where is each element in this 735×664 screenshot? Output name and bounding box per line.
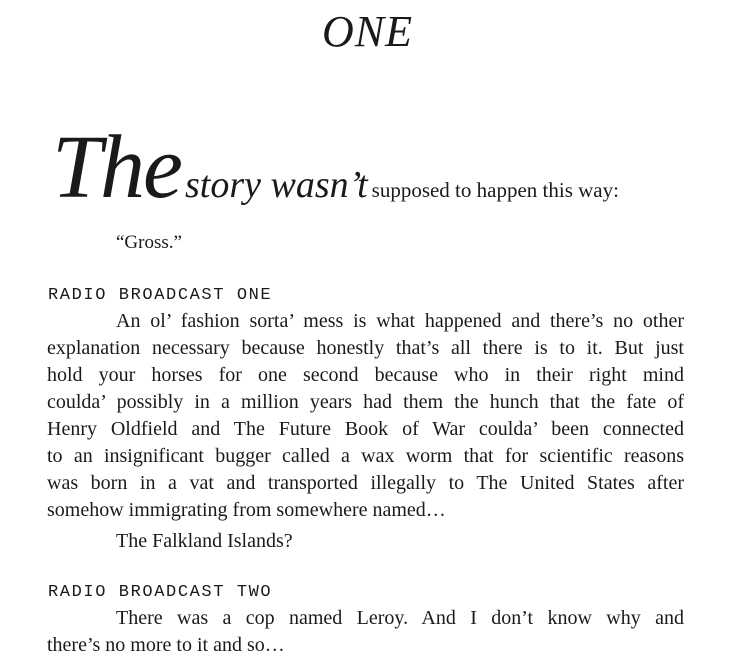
paragraph-line: coulda’ possibly in a million years had them the hunch that the fate of [47, 391, 684, 413]
opening-emphasis: story wasn’t [185, 164, 368, 206]
paragraph-line: explanation necessary because honestly that’s all there is to it. But just [47, 337, 684, 359]
paragraph-line: An ol’ fashion sorta’ mess is what happened and there’s no other [116, 310, 684, 332]
opening-rest: supposed to happen this way: [371, 178, 619, 202]
paragraph-line: hold your horses for one second because who in their right mind [47, 364, 684, 386]
broadcast-one-heading: RADIO BROADCAST ONE [48, 286, 273, 305]
dialogue-gross: “Gross.” [116, 232, 182, 253]
paragraph-line: to an insignificant bugger called a wax worm that for scientific reasons [47, 445, 684, 467]
opening-line [52, 118, 619, 218]
paragraph-line: Henry Oldfield and The Future Book of War coulda’ been connected [47, 418, 684, 440]
chapter-title: ONE [322, 7, 413, 56]
broadcast-one-paragraph [47, 308, 684, 524]
paragraph-line: there’s no more to it and so… [47, 634, 285, 656]
opening-drop-word: The [52, 118, 181, 217]
broadcast-two-paragraph [47, 605, 684, 659]
broadcast-one-followup: The Falkland Islands? [116, 530, 293, 552]
paragraph-line: somehow immigrating from somewhere named… [47, 499, 446, 521]
broadcast-two-heading: RADIO BROADCAST TWO [48, 583, 273, 602]
paragraph-line: was born in a vat and transported illegally to The United States after [47, 472, 684, 494]
paragraph-line: There was a cop named Leroy. And I don’t know why and [116, 607, 684, 629]
